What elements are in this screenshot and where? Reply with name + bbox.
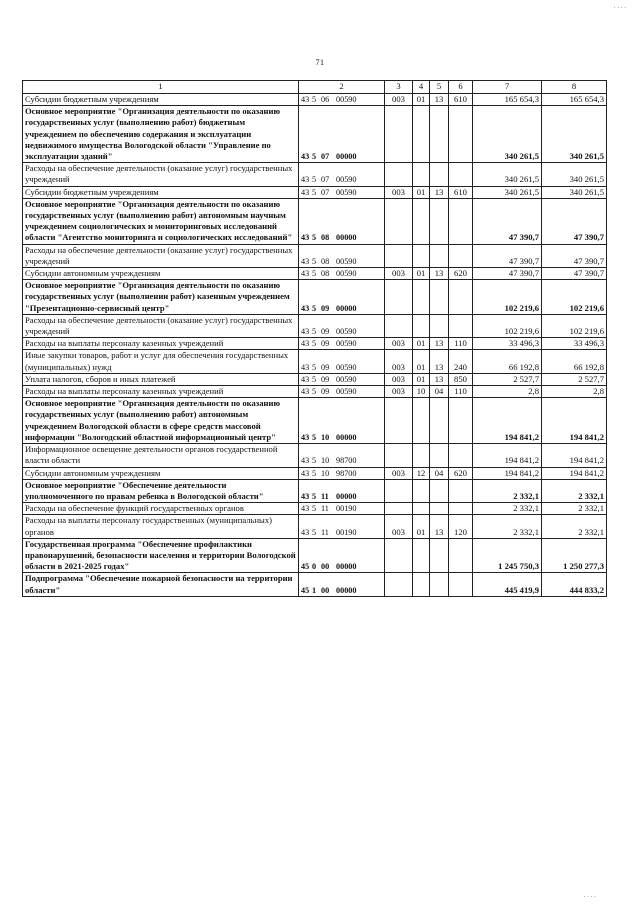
table-row [23, 186, 607, 198]
row-amount-2023: 2 332,1 [542, 503, 607, 515]
code-part: 00000 [336, 303, 357, 313]
row-name: Основное мероприятие "Организация деятельности по оказанию государственных услуг (выполнению работ) автономным учреждением Вологодской области в сфере средств массовой информации "Вологодский областной информационный центр" [23, 398, 299, 444]
row-amount-2022: 2 527,7 [473, 373, 542, 385]
row-subsection: 04 [430, 386, 449, 398]
row-amount-2023: 66 192,8 [542, 350, 607, 373]
code-part: 5 [312, 339, 317, 349]
row-amount-2022: 340 261,5 [473, 163, 542, 186]
scan-mark-top: . . . . [613, 2, 626, 10]
row-name: Государственная программа "Обеспечение профилактики правонарушений, безопасности населения и территории Вологодской области в 2021-2025 годах" [23, 538, 299, 573]
code-part: 00000 [336, 432, 357, 442]
code-part: 00590 [336, 95, 357, 104]
table-row [23, 268, 607, 280]
table-row [23, 314, 607, 337]
row-amount-2022: 194 841,2 [473, 467, 542, 479]
row-grbs: 003 [385, 467, 413, 479]
row-grbs [385, 106, 413, 163]
row-target-code [299, 280, 385, 315]
code-part: 00190 [336, 504, 357, 514]
code-part: 5 [312, 187, 317, 197]
row-amount-2022: 2 332,1 [473, 515, 542, 538]
row-section: 12 [413, 467, 430, 479]
row-subsection: 13 [430, 515, 449, 538]
code-part: 43 [301, 269, 310, 279]
row-amount-2022: 165 654,3 [473, 94, 542, 106]
row-expense-type: 110 [449, 338, 473, 350]
code-part: 5 [312, 327, 317, 337]
row-amount-2022: 1 245 750,3 [473, 538, 542, 573]
code-part: 10 [321, 432, 330, 442]
code-part: 43 [301, 491, 310, 501]
row-grbs: 003 [385, 186, 413, 198]
row-amount-2022: 102 219,6 [473, 280, 542, 315]
row-target-code [299, 198, 385, 244]
column-number-row [23, 81, 607, 94]
row-section: 01 [413, 186, 430, 198]
code-part: 43 [301, 362, 310, 372]
table-row [23, 444, 607, 467]
row-grbs [385, 503, 413, 515]
row-subsection [430, 503, 449, 515]
row-target-code [299, 338, 385, 350]
table-body [23, 94, 607, 597]
row-expense-type: 620 [449, 268, 473, 280]
row-section [413, 479, 430, 502]
row-name: Расходы на выплаты персоналу государственных (муниципальных) органов [23, 515, 299, 538]
row-amount-2022: 102 219,6 [473, 314, 542, 337]
code-part: 09 [321, 362, 330, 372]
code-part: 5 [312, 456, 317, 466]
row-amount-2023: 2 332,1 [542, 515, 607, 538]
table-row [23, 503, 607, 515]
row-subsection: 13 [430, 338, 449, 350]
row-target-code [299, 538, 385, 573]
row-grbs [385, 444, 413, 467]
row-name: Расходы на выплаты персоналу казенных учреждений [23, 338, 299, 350]
row-subsection: 04 [430, 467, 449, 479]
row-amount-2023: 194 841,2 [542, 398, 607, 444]
row-amount-2023: 2,8 [542, 386, 607, 398]
code-part: 00 [321, 562, 330, 572]
row-target-code [299, 373, 385, 385]
row-amount-2023: 444 833,2 [542, 573, 607, 596]
row-grbs: 003 [385, 373, 413, 385]
code-part: 5 [312, 527, 317, 537]
table-row [23, 338, 607, 350]
code-part: 08 [321, 256, 330, 266]
row-amount-2022: 445 419,9 [473, 573, 542, 596]
code-part: 45 [301, 585, 310, 595]
code-part: 43 [301, 233, 310, 243]
code-part: 5 [312, 468, 317, 478]
row-subsection: 13 [430, 373, 449, 385]
code-part: 5 [312, 374, 317, 384]
column-number-2: 2 [299, 81, 385, 94]
row-subsection [430, 163, 449, 186]
row-expense-type [449, 538, 473, 573]
row-amount-2022: 47 390,7 [473, 244, 542, 267]
code-part: 00590 [336, 387, 357, 397]
row-name: Иные закупки товаров, работ и услуг для обеспечения государственных (муниципальных) нужд [23, 350, 299, 373]
code-part: 43 [301, 175, 310, 185]
row-expense-type: 610 [449, 94, 473, 106]
row-target-code [299, 573, 385, 596]
row-expense-type [449, 280, 473, 315]
row-amount-2023: 47 390,7 [542, 198, 607, 244]
row-amount-2022: 2 332,1 [473, 503, 542, 515]
row-amount-2023: 47 390,7 [542, 244, 607, 267]
row-amount-2023: 2 527,7 [542, 373, 607, 385]
budget-table [22, 80, 607, 597]
row-target-code [299, 314, 385, 337]
code-part: 11 [321, 491, 329, 501]
row-expense-type [449, 163, 473, 186]
row-amount-2023: 2 332,1 [542, 479, 607, 502]
code-part: 00590 [336, 374, 357, 384]
row-section [413, 163, 430, 186]
code-part: 09 [321, 374, 330, 384]
table-row [23, 386, 607, 398]
code-part: 00590 [336, 256, 357, 266]
code-part: 5 [312, 256, 317, 266]
row-subsection [430, 198, 449, 244]
code-part: 00590 [336, 327, 357, 337]
row-grbs [385, 398, 413, 444]
row-name: Расходы на обеспечение деятельности (оказание услуг) государственных учреждений [23, 314, 299, 337]
code-part: 0 [312, 562, 317, 572]
row-name: Субсидии бюджетным учреждениям [23, 94, 299, 106]
code-part: 06 [321, 95, 330, 104]
row-name: Субсидии автономным учреждениям [23, 268, 299, 280]
row-name: Уплата налогов, сборов и иных платежей [23, 373, 299, 385]
code-part: 00 [321, 585, 330, 595]
row-subsection [430, 398, 449, 444]
row-section [413, 503, 430, 515]
row-name: Основное мероприятие "Организация деятельности по оказанию государственных услуг (выполнению работ) бюджетным учреждением по обеспечению содержания и эксплуатации недвижимого имущества Вологодской области "Управление по эксплуатации зданий" [23, 106, 299, 163]
row-expense-type: 110 [449, 386, 473, 398]
row-subsection [430, 538, 449, 573]
row-amount-2022: 2,8 [473, 386, 542, 398]
code-part: 00590 [336, 362, 357, 372]
row-name: Расходы на выплаты персоналу казенных учреждений [23, 386, 299, 398]
code-part: 43 [301, 387, 310, 397]
code-part: 00000 [336, 491, 357, 501]
code-part: 09 [321, 303, 330, 313]
table-row [23, 244, 607, 267]
code-part: 5 [312, 175, 317, 185]
code-part: 43 [301, 152, 310, 162]
row-target-code [299, 244, 385, 267]
table-row [23, 573, 607, 596]
code-part: 09 [321, 327, 330, 337]
row-target-code [299, 386, 385, 398]
code-part: 43 [301, 456, 310, 466]
row-expense-type [449, 573, 473, 596]
code-part: 43 [301, 432, 310, 442]
row-name: Расходы на обеспечение функций государственных органов [23, 503, 299, 515]
row-subsection [430, 479, 449, 502]
code-part: 07 [321, 175, 330, 185]
row-subsection [430, 244, 449, 267]
code-part: 08 [321, 269, 330, 279]
table-row [23, 280, 607, 315]
code-part: 43 [301, 327, 310, 337]
row-name: Основное мероприятие "Организация деятельности по оказанию государственных услуг (выполнению работ) автономным научным учреждением социологических и мониторинговых исследований области "Агентство мониторинга и социологических исследований" [23, 198, 299, 244]
code-part: 11 [321, 504, 329, 514]
code-part: 45 [301, 562, 310, 572]
row-grbs [385, 479, 413, 502]
row-section [413, 198, 430, 244]
row-amount-2023: 102 219,6 [542, 280, 607, 315]
row-amount-2022: 194 841,2 [473, 398, 542, 444]
row-subsection [430, 444, 449, 467]
code-part: 43 [301, 504, 310, 514]
column-number-6: 6 [449, 81, 473, 94]
row-section [413, 106, 430, 163]
code-part: 43 [301, 468, 310, 478]
table-row [23, 198, 607, 244]
row-target-code [299, 106, 385, 163]
row-subsection [430, 573, 449, 596]
row-name: Основное мероприятие "Обеспечение деятельности уполномоченного по правам ребенка в Вологодской области" [23, 479, 299, 502]
code-part: 00000 [336, 585, 357, 595]
row-target-code [299, 503, 385, 515]
code-part: 10 [321, 468, 330, 478]
row-section [413, 573, 430, 596]
column-number-3: 3 [385, 81, 413, 94]
page-number: 71 [315, 58, 325, 67]
row-grbs: 003 [385, 515, 413, 538]
code-part: 08 [321, 233, 330, 243]
row-expense-type [449, 479, 473, 502]
code-part: 5 [312, 95, 317, 104]
row-grbs [385, 163, 413, 186]
row-target-code [299, 268, 385, 280]
table-row [23, 350, 607, 373]
row-section [413, 538, 430, 573]
code-part: 09 [321, 339, 330, 349]
table-row [23, 373, 607, 385]
table-row [23, 106, 607, 163]
row-section: 01 [413, 94, 430, 106]
row-target-code [299, 94, 385, 106]
code-part: 00000 [336, 233, 357, 243]
row-amount-2022: 33 496,3 [473, 338, 542, 350]
row-section [413, 398, 430, 444]
row-section [413, 280, 430, 315]
row-amount-2023: 340 261,5 [542, 186, 607, 198]
row-amount-2023: 1 250 277,3 [542, 538, 607, 573]
row-section [413, 314, 430, 337]
table-row [23, 467, 607, 479]
row-amount-2023: 194 841,2 [542, 444, 607, 467]
code-part: 00590 [336, 269, 357, 279]
row-grbs [385, 538, 413, 573]
code-part: 43 [301, 187, 310, 197]
row-expense-type: 610 [449, 186, 473, 198]
row-expense-type: 120 [449, 515, 473, 538]
row-name: Субсидии автономным учреждениям [23, 467, 299, 479]
row-amount-2022: 340 261,5 [473, 186, 542, 198]
row-name: Информационное освещение деятельности органов государственной власти области [23, 444, 299, 467]
row-amount-2023: 165 654,3 [542, 94, 607, 106]
row-subsection: 13 [430, 350, 449, 373]
table-row [23, 398, 607, 444]
code-part: 00590 [336, 175, 357, 185]
table-row [23, 515, 607, 538]
row-target-code [299, 398, 385, 444]
row-amount-2022: 47 390,7 [473, 198, 542, 244]
row-name: Расходы на обеспечение деятельности (оказание услуг) государственных учреждений [23, 244, 299, 267]
row-amount-2023: 102 219,6 [542, 314, 607, 337]
row-section: 01 [413, 268, 430, 280]
row-expense-type: 620 [449, 467, 473, 479]
code-part: 5 [312, 432, 317, 442]
row-section [413, 444, 430, 467]
row-expense-type: 850 [449, 373, 473, 385]
row-grbs [385, 573, 413, 596]
row-expense-type [449, 398, 473, 444]
code-part: 5 [312, 387, 317, 397]
code-part: 11 [321, 527, 329, 537]
code-part: 98700 [336, 456, 357, 466]
code-part: 43 [301, 303, 310, 313]
row-amount-2023: 33 496,3 [542, 338, 607, 350]
row-target-code [299, 479, 385, 502]
code-part: 09 [321, 387, 330, 397]
code-part: 00590 [336, 187, 357, 197]
row-expense-type [449, 314, 473, 337]
row-subsection: 13 [430, 94, 449, 106]
row-expense-type [449, 106, 473, 163]
code-part: 00590 [336, 339, 357, 349]
row-amount-2022: 340 261,5 [473, 106, 542, 163]
row-grbs [385, 280, 413, 315]
code-part: 1 [312, 585, 317, 595]
code-part: 43 [301, 339, 310, 349]
code-part: 00190 [336, 527, 357, 537]
row-name: Основное мероприятие "Организация деятельности по оказанию государственных услуг (выполнении работ) казенным учреждением "Презентационно-сервисный центр" [23, 280, 299, 315]
code-part: 5 [312, 152, 317, 162]
row-expense-type [449, 503, 473, 515]
row-subsection [430, 280, 449, 315]
row-name: Расходы на обеспечение деятельности (оказание услуг) государственных учреждений [23, 163, 299, 186]
code-part: 43 [301, 95, 310, 104]
code-part: 43 [301, 256, 310, 266]
row-name: Подпрограмма "Обеспечение пожарной безопасности на территории области" [23, 573, 299, 596]
row-grbs: 003 [385, 338, 413, 350]
row-grbs [385, 198, 413, 244]
row-grbs [385, 314, 413, 337]
table-row [23, 538, 607, 573]
row-amount-2022: 2 332,1 [473, 479, 542, 502]
row-subsection [430, 314, 449, 337]
row-amount-2023: 340 261,5 [542, 163, 607, 186]
row-subsection: 13 [430, 268, 449, 280]
row-name: Субсидии бюджетным учреждениям [23, 186, 299, 198]
row-section: 10 [413, 386, 430, 398]
row-target-code [299, 163, 385, 186]
column-number-8: 8 [542, 81, 607, 94]
row-section: 01 [413, 350, 430, 373]
row-grbs: 003 [385, 350, 413, 373]
code-part: 98700 [336, 468, 357, 478]
code-part: 5 [312, 491, 317, 501]
row-section: 01 [413, 373, 430, 385]
column-number-7: 7 [473, 81, 542, 94]
row-amount-2022: 194 841,2 [473, 444, 542, 467]
column-number-1: 1 [23, 81, 299, 94]
code-part: 5 [312, 269, 317, 279]
row-expense-type: 240 [449, 350, 473, 373]
table-row [23, 163, 607, 186]
code-part: 00000 [336, 562, 357, 572]
row-amount-2022: 66 192,8 [473, 350, 542, 373]
code-part: 07 [321, 187, 330, 197]
row-grbs: 003 [385, 94, 413, 106]
code-part: 5 [312, 233, 317, 243]
column-number-4: 4 [413, 81, 430, 94]
code-part: 43 [301, 374, 310, 384]
row-section: 01 [413, 338, 430, 350]
row-amount-2022: 47 390,7 [473, 268, 542, 280]
row-section: 01 [413, 515, 430, 538]
code-part: 00000 [336, 152, 357, 162]
table-row [23, 479, 607, 502]
row-expense-type [449, 198, 473, 244]
row-amount-2023: 340 261,5 [542, 106, 607, 163]
code-part: 5 [312, 504, 317, 514]
code-part: 43 [301, 527, 310, 537]
row-subsection: 13 [430, 186, 449, 198]
scan-mark-bottom: . . . . [583, 891, 596, 899]
column-number-5: 5 [430, 81, 449, 94]
row-subsection [430, 106, 449, 163]
row-amount-2023: 194 841,2 [542, 467, 607, 479]
row-target-code [299, 467, 385, 479]
code-part: 5 [312, 362, 317, 372]
row-target-code [299, 186, 385, 198]
row-grbs: 003 [385, 268, 413, 280]
row-amount-2023: 47 390,7 [542, 268, 607, 280]
row-grbs [385, 244, 413, 267]
code-part: 10 [321, 456, 330, 466]
row-expense-type [449, 444, 473, 467]
row-target-code [299, 444, 385, 467]
row-section [413, 244, 430, 267]
row-target-code [299, 350, 385, 373]
table-row [23, 94, 607, 106]
row-target-code [299, 515, 385, 538]
row-grbs: 003 [385, 386, 413, 398]
code-part: 07 [321, 152, 330, 162]
row-expense-type [449, 244, 473, 267]
code-part: 5 [312, 303, 317, 313]
